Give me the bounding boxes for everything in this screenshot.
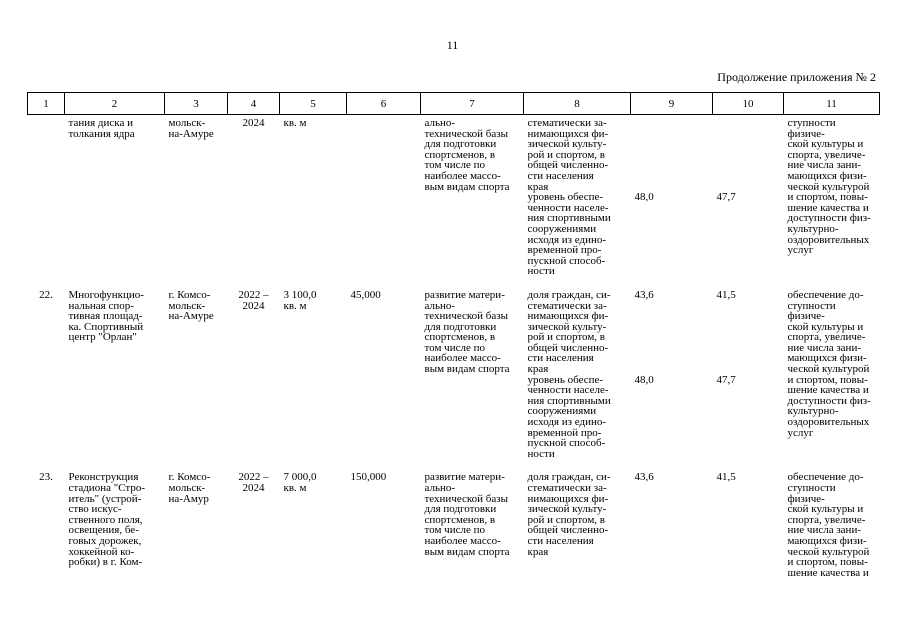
- cost: [347, 115, 421, 277]
- indicator-value-2024: [713, 115, 784, 193]
- indicator-value-2022: 48,0: [634, 191, 654, 204]
- header-cell: 6: [347, 93, 421, 115]
- years: 2022 – 2024: [238, 471, 269, 494]
- cost: 150,000: [350, 471, 387, 484]
- expected-result: ступности физиче- ской культуры и спорта, увеличе- ние числа зани- мающихся физи- ческой культурой и спортом, повы- шение качества и доступности физ- культурно- оздоровительных услуг: [787, 117, 871, 257]
- years: 2022 – 2024: [238, 288, 269, 312]
- header-cell: 3: [165, 93, 228, 115]
- header-cell: 7: [421, 93, 524, 115]
- indicator-value-2022: [631, 115, 713, 193]
- purpose: ально- технической базы для подготовки спортсменов, в том числе по наиболее массо- вым видам спорта: [424, 117, 510, 193]
- header-cell: 11: [784, 93, 880, 115]
- purpose: развитие матери- ально- технической базы для подготовки спортсменов, в том числе по наиболее массо- вым видам спорта: [424, 288, 510, 376]
- location: г. Комсо- мольск- на-Амуре: [168, 288, 214, 323]
- capacity: кв. м: [283, 117, 307, 129]
- expected-result: обеспечение до- ступности физиче- ской культуры и спорта, увеличе- ние числа зани- мающихся физи- ческой культурой и спортом, повы- шение качества и: [787, 471, 870, 579]
- indicator-value-2024: 41,5: [716, 471, 736, 484]
- capacity: 3 100,0 кв. м: [283, 288, 317, 312]
- indicator-value-2024: 47,7: [716, 373, 736, 386]
- location: г. Комсо- мольск- на-Амур: [168, 471, 211, 505]
- object-name: Реконструкция стадиона "Стро- итель" (устрой- ство искус- ственного поля, освещения, бе- говых дорожек, хоккейной ко- робки) в г. Ком-: [68, 471, 145, 569]
- object-name: Многофункцио- нальная спор- тивная площад- ка. Спортивный центр "Орлан": [68, 288, 144, 344]
- header-cell: 2: [65, 93, 165, 115]
- capacity: 7 000,0 кв. м: [283, 471, 317, 494]
- indicator-text: уровень обеспе- ченности населе- ния спортивными сооружениями исходя из едино- временной про- пускной способ- ности: [527, 191, 611, 278]
- header-cell: 4: [228, 93, 280, 115]
- continuation-note: Продолжение приложения № 2: [717, 70, 876, 84]
- header-cell: 1: [28, 93, 65, 115]
- header-cell: 9: [631, 93, 713, 115]
- header-cell: 10: [713, 93, 784, 115]
- cost: 45,000: [350, 288, 381, 301]
- location: мольск- на-Амуре: [168, 117, 214, 140]
- indicator-value-2022: 43,6: [634, 471, 654, 484]
- table-row: [28, 468, 880, 578]
- indicator-value-2024: 47,7: [716, 191, 736, 204]
- indicator-text: уровень обеспе- ченности населе- ния спортивными сооружениями исходя из едино- временной про- пускной способ- ности: [527, 373, 611, 460]
- expected-result: обеспечение до- ступности физиче- ской культуры и спорта, увеличе- ние числа зани- мающихся физи- ческой культурой и спортом, повы- шение качества и доступности физ- культурно- оздоровительных услуг: [787, 288, 871, 439]
- table-row: [28, 115, 880, 193]
- header-row: [28, 93, 880, 115]
- table-row: [28, 286, 880, 375]
- row-gap: [28, 277, 880, 286]
- object-name: тания диска и толкания ядра: [68, 117, 135, 140]
- row-number: 22.: [39, 288, 53, 301]
- indicator-text: доля граждан, си- стематически за- нимающихся фи- зической культу- рой и спортом, в общей численно- сти населения края: [527, 288, 611, 376]
- page-number: 11: [446, 38, 459, 52]
- header-cell: 5: [280, 93, 347, 115]
- purpose: развитие матери- ально- технической базы для подготовки спортсменов, в том числе по наиболее массо- вым видам спорта: [424, 471, 510, 558]
- years: 2024: [242, 117, 265, 129]
- row-number: [28, 115, 65, 277]
- row-gap: [28, 459, 880, 468]
- indicator-value-2022: 43,6: [634, 288, 654, 301]
- indicator-text: стематически за- нимающихся фи- зической культу- рой и спортом, в общей численно- сти населения края: [527, 117, 609, 193]
- indicator-value-2024: 41,5: [716, 288, 736, 301]
- indicator-text: доля граждан, си- стематически за- нимающихся фи- зической культу- рой и спортом, в общей численно- сти населения края: [527, 471, 611, 558]
- indicator-value-2022: 48,0: [634, 373, 654, 386]
- row-number: 23.: [39, 471, 53, 484]
- header-cell: 8: [524, 93, 631, 115]
- appendix-table: [27, 92, 880, 578]
